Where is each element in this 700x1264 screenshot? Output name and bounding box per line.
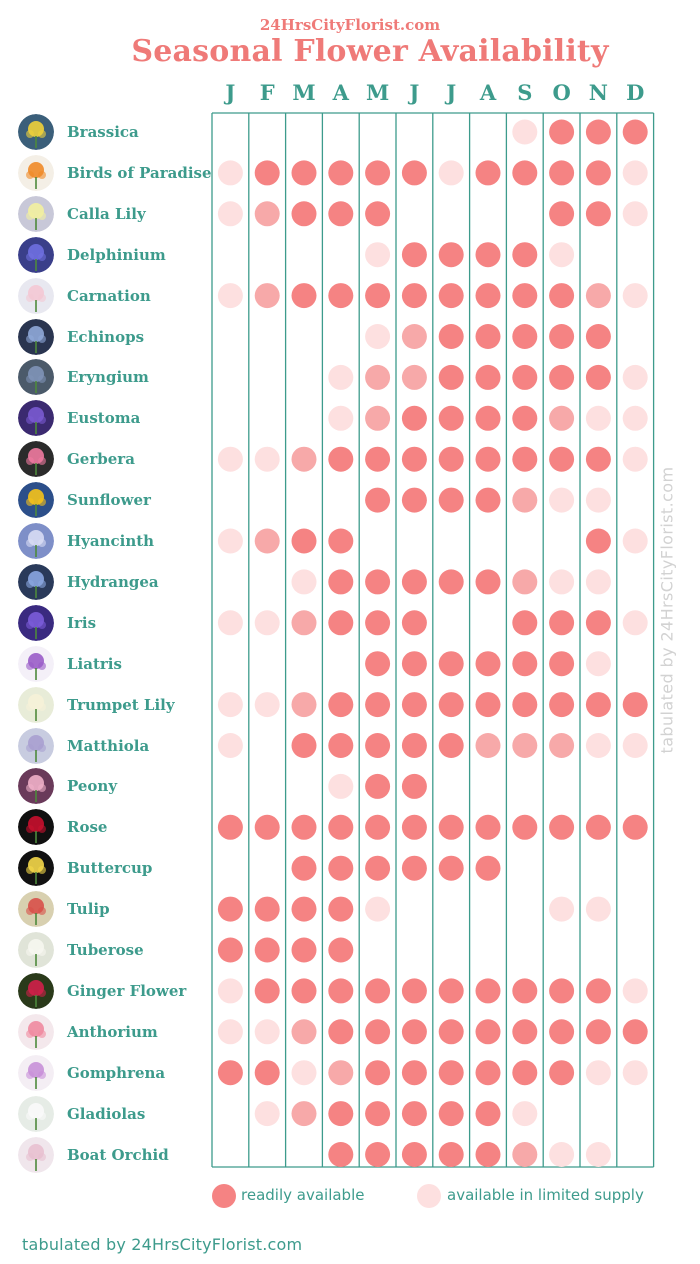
availability-dot: [549, 897, 574, 922]
availability-dot: [328, 938, 353, 963]
availability-dot: [512, 1101, 537, 1126]
availability-dot: [402, 447, 427, 472]
availability-dot: [218, 1060, 243, 1085]
availability-dot: [586, 733, 611, 758]
legend-limited-dot: [417, 1184, 441, 1208]
availability-dot: [623, 201, 648, 226]
availability-dot: [328, 447, 353, 472]
availability-dot: [549, 120, 574, 145]
availability-dot: [328, 283, 353, 308]
availability-dot: [476, 815, 501, 840]
month-header-8: S: [517, 80, 533, 105]
availability-dot: [476, 1101, 501, 1126]
flower-name: Peony: [67, 777, 118, 796]
availability-dot: [512, 365, 537, 390]
availability-dot: [328, 1142, 353, 1167]
availability-dot: [218, 160, 243, 185]
side-credit: tabulated by 24HrsCityFlorist.com: [657, 466, 677, 754]
availability-dot: [292, 978, 317, 1003]
availability-dot: [549, 242, 574, 267]
availability-dot: [218, 283, 243, 308]
availability-dot: [476, 1060, 501, 1085]
availability-dot: [586, 447, 611, 472]
availability-dot: [586, 1060, 611, 1085]
availability-dot: [218, 897, 243, 922]
availability-dot: [255, 529, 280, 554]
availability-dot: [365, 1101, 390, 1126]
availability-dot: [402, 406, 427, 431]
availability-dot: [476, 651, 501, 676]
availability-dot: [549, 692, 574, 717]
availability-dot: [586, 815, 611, 840]
availability-dot: [255, 1101, 280, 1126]
availability-dot: [365, 569, 390, 594]
availability-dot: [365, 610, 390, 635]
availability-dot: [549, 815, 574, 840]
availability-dot: [402, 160, 427, 185]
availability-dot: [623, 529, 648, 554]
availability-dot: [365, 160, 390, 185]
availability-dot: [439, 1142, 464, 1167]
availability-dot: [255, 610, 280, 635]
availability-dot: [549, 283, 574, 308]
flower-name: Trumpet Lily: [67, 695, 175, 714]
availability-dot: [402, 365, 427, 390]
availability-dot: [512, 1019, 537, 1044]
availability-dot: [218, 1019, 243, 1044]
availability-dot: [439, 242, 464, 267]
availability-dot: [218, 610, 243, 635]
availability-dot: [328, 201, 353, 226]
availability-dot: [623, 815, 648, 840]
availability-dot: [292, 1060, 317, 1085]
availability-dot: [292, 283, 317, 308]
flower-name: Sunflower: [67, 491, 151, 510]
availability-dot: [439, 365, 464, 390]
availability-dot: [476, 692, 501, 717]
availability-dot: [328, 815, 353, 840]
availability-dot: [549, 160, 574, 185]
availability-dot: [476, 1019, 501, 1044]
availability-dot: [292, 529, 317, 554]
month-header-9: O: [552, 80, 571, 105]
availability-dot: [365, 692, 390, 717]
availability-dot: [512, 815, 537, 840]
availability-dot: [402, 774, 427, 799]
availability-dot: [549, 324, 574, 349]
availability-dot: [586, 201, 611, 226]
flower-name: Buttercup: [67, 859, 153, 878]
availability-dot: [218, 447, 243, 472]
flower-name: Gerbera: [67, 450, 135, 469]
availability-dot: [365, 978, 390, 1003]
availability-dot: [328, 1101, 353, 1126]
availability-dot: [255, 283, 280, 308]
availability-dot: [512, 242, 537, 267]
availability-dot: [255, 447, 280, 472]
availability-dot: [292, 856, 317, 881]
availability-dot: [586, 651, 611, 676]
availability-dot: [623, 365, 648, 390]
availability-dot: [402, 651, 427, 676]
availability-dot: [549, 610, 574, 635]
flower-name: Ginger Flower: [67, 981, 187, 1000]
availability-dot: [476, 978, 501, 1003]
availability-dot: [328, 365, 353, 390]
availability-dot: [512, 120, 537, 145]
availability-dot: [402, 1142, 427, 1167]
flower-name: Delphinium: [67, 245, 166, 264]
legend-limited-label: available in limited supply: [447, 1186, 644, 1204]
flower-name: Liatris: [67, 654, 122, 673]
availability-dot: [549, 1019, 574, 1044]
flower-name: Carnation: [67, 286, 151, 305]
availability-dot: [402, 733, 427, 758]
availability-dot: [439, 1060, 464, 1085]
availability-dot: [512, 1060, 537, 1085]
availability-dot: [586, 1019, 611, 1044]
availability-dot: [549, 365, 574, 390]
availability-dot: [586, 610, 611, 635]
availability-dot: [439, 406, 464, 431]
availability-dot: [218, 815, 243, 840]
availability-dot: [328, 733, 353, 758]
availability-dot: [365, 324, 390, 349]
availability-dot: [512, 447, 537, 472]
availability-dot: [476, 488, 501, 513]
month-header-3: A: [332, 80, 349, 105]
flower-name: Hydrangea: [67, 572, 159, 591]
availability-dot: [439, 692, 464, 717]
availability-dot: [439, 283, 464, 308]
availability-dot: [218, 938, 243, 963]
month-header-10: N: [588, 80, 608, 105]
month-header-5: J: [409, 80, 420, 105]
availability-dot: [402, 488, 427, 513]
flower-name: Tuberose: [67, 941, 144, 959]
availability-dot: [292, 815, 317, 840]
availability-dot: [365, 1060, 390, 1085]
availability-dot: [402, 569, 427, 594]
availability-dot: [439, 815, 464, 840]
availability-dot: [218, 529, 243, 554]
availability-dot: [365, 447, 390, 472]
availability-dot: [586, 365, 611, 390]
availability-dot: [623, 1060, 648, 1085]
availability-dot: [549, 447, 574, 472]
availability-dot: [402, 283, 427, 308]
availability-dot: [439, 978, 464, 1003]
availability-dot: [586, 897, 611, 922]
availability-dot: [476, 733, 501, 758]
availability-dot: [549, 1142, 574, 1167]
flower-name: Boat Orchid: [67, 1145, 169, 1164]
availability-dot: [402, 1101, 427, 1126]
availability-dot: [476, 242, 501, 267]
availability-dot: [365, 242, 390, 267]
availability-dot: [586, 978, 611, 1003]
availability-dot: [402, 692, 427, 717]
availability-dot: [439, 856, 464, 881]
availability-dot: [292, 447, 317, 472]
availability-dot: [512, 569, 537, 594]
availability-dot: [402, 978, 427, 1003]
availability-dot: [365, 733, 390, 758]
month-header-1: F: [259, 80, 275, 105]
availability-dot: [476, 283, 501, 308]
availability-dot: [255, 897, 280, 922]
availability-dot: [512, 733, 537, 758]
month-header-7: A: [479, 80, 497, 105]
availability-dot: [365, 365, 390, 390]
availability-dot: [292, 897, 317, 922]
availability-dot: [512, 692, 537, 717]
flower-name: Eustoma: [67, 409, 141, 428]
availability-dot: [549, 569, 574, 594]
availability-dot: [586, 488, 611, 513]
availability-dot: [365, 651, 390, 676]
availability-dot: [328, 406, 353, 431]
availability-dot: [586, 569, 611, 594]
availability-dot: [328, 856, 353, 881]
availability-dot: [402, 242, 427, 267]
availability-dot: [328, 692, 353, 717]
availability-dot: [365, 1142, 390, 1167]
availability-dot: [623, 1019, 648, 1044]
availability-dot: [476, 569, 501, 594]
legend-ready-dot: [212, 1184, 236, 1208]
flower-name: Eryngium: [67, 368, 149, 387]
availability-dot: [328, 978, 353, 1003]
availability-dot: [439, 733, 464, 758]
availability-dot: [586, 406, 611, 431]
availability-dot: [255, 692, 280, 717]
legend-ready-label: readily available: [241, 1186, 365, 1204]
availability-dot: [402, 856, 427, 881]
availability-dot: [365, 815, 390, 840]
availability-dot: [623, 610, 648, 635]
availability-dot: [586, 1142, 611, 1167]
availability-dot: [439, 447, 464, 472]
availability-dot: [255, 938, 280, 963]
availability-dot: [255, 201, 280, 226]
availability-dot: [365, 1019, 390, 1044]
availability-dot: [476, 406, 501, 431]
availability-dot: [255, 815, 280, 840]
month-header-4: M: [365, 80, 390, 105]
availability-dot: [512, 978, 537, 1003]
availability-dot: [328, 569, 353, 594]
availability-dot: [623, 406, 648, 431]
availability-dot: [549, 406, 574, 431]
month-header-11: D: [626, 80, 645, 105]
availability-dot: [402, 610, 427, 635]
availability-dot: [365, 201, 390, 226]
availability-dot: [439, 324, 464, 349]
availability-dot: [292, 569, 317, 594]
availability-dot: [292, 1101, 317, 1126]
month-header-6: J: [446, 80, 457, 105]
availability-dot: [402, 324, 427, 349]
availability-dot: [623, 283, 648, 308]
flower-name: Calla Lily: [67, 204, 146, 223]
availability-dot: [512, 1142, 537, 1167]
availability-dot: [255, 978, 280, 1003]
availability-dot: [439, 1101, 464, 1126]
availability-dot: [218, 733, 243, 758]
availability-dot: [623, 978, 648, 1003]
availability-dot: [439, 488, 464, 513]
availability-dot: [218, 201, 243, 226]
availability-dot: [586, 120, 611, 145]
availability-dot: [549, 651, 574, 676]
availability-dot: [586, 692, 611, 717]
availability-dot: [549, 978, 574, 1003]
availability-dot: [255, 160, 280, 185]
footer-credit: tabulated by 24HrsCityFlorist.com: [22, 1235, 303, 1254]
availability-dot: [365, 897, 390, 922]
availability-dot: [328, 774, 353, 799]
page-title: Seasonal Flower Availability: [131, 34, 609, 69]
availability-dot: [512, 324, 537, 349]
availability-dot: [365, 774, 390, 799]
availability-dot: [402, 1060, 427, 1085]
availability-dot: [292, 160, 317, 185]
availability-dot: [549, 1060, 574, 1085]
availability-dot: [218, 978, 243, 1003]
month-header-2: M: [292, 80, 316, 105]
availability-dot: [439, 160, 464, 185]
availability-dot: [586, 283, 611, 308]
availability-dot: [512, 610, 537, 635]
flower-name: Birds of Paradise: [67, 163, 212, 182]
availability-dot: [623, 447, 648, 472]
flower-name: Gladiolas: [67, 1104, 146, 1123]
availability-dot: [586, 324, 611, 349]
availability-dot: [623, 120, 648, 145]
availability-dot: [365, 406, 390, 431]
availability-dot: [549, 201, 574, 226]
availability-dot: [439, 1019, 464, 1044]
availability-dot: [292, 201, 317, 226]
availability-dot: [476, 365, 501, 390]
availability-dot: [365, 283, 390, 308]
availability-dot: [476, 856, 501, 881]
availability-dot: [512, 283, 537, 308]
availability-dot: [476, 1142, 501, 1167]
availability-dot: [439, 651, 464, 676]
availability-dot: [328, 1060, 353, 1085]
flower-name: Hyancinth: [67, 532, 155, 550]
availability-dot: [623, 733, 648, 758]
flower-name: Matthiola: [67, 736, 150, 755]
availability-dot: [586, 160, 611, 185]
flower-name: Brassica: [67, 123, 139, 141]
flower-name: Gomphrena: [67, 1063, 166, 1082]
availability-dot: [292, 938, 317, 963]
flower-name: Iris: [67, 613, 97, 632]
availability-dot: [328, 610, 353, 635]
brand-name: 24HrsCityFlorist.com: [259, 16, 441, 34]
availability-dot: [365, 488, 390, 513]
availability-dot: [255, 1019, 280, 1044]
flower-name: Anthorium: [67, 1022, 158, 1041]
flower-name: Rose: [67, 818, 108, 837]
availability-dot: [292, 692, 317, 717]
availability-dot: [512, 488, 537, 513]
availability-dot: [328, 529, 353, 554]
availability-dot: [549, 733, 574, 758]
availability-dot: [292, 610, 317, 635]
availability-dot: [328, 1019, 353, 1044]
availability-dot: [218, 692, 243, 717]
availability-dot: [439, 569, 464, 594]
availability-dot: [402, 1019, 427, 1044]
availability-dot: [623, 692, 648, 717]
month-header-0: J: [225, 80, 236, 105]
availability-dot: [476, 160, 501, 185]
availability-dot: [512, 651, 537, 676]
availability-dot: [549, 488, 574, 513]
availability-dot: [255, 1060, 280, 1085]
availability-dot: [292, 733, 317, 758]
availability-dot: [292, 1019, 317, 1044]
flower-name: Echinops: [67, 327, 145, 346]
availability-dot: [512, 160, 537, 185]
availability-dot: [402, 815, 427, 840]
availability-dot: [328, 897, 353, 922]
flower-name: Tulip: [67, 900, 110, 919]
availability-dot: [365, 856, 390, 881]
availability-dot: [623, 160, 648, 185]
availability-dot: [476, 447, 501, 472]
availability-dot: [586, 529, 611, 554]
availability-dot: [512, 406, 537, 431]
availability-dot: [328, 160, 353, 185]
availability-dot: [476, 324, 501, 349]
